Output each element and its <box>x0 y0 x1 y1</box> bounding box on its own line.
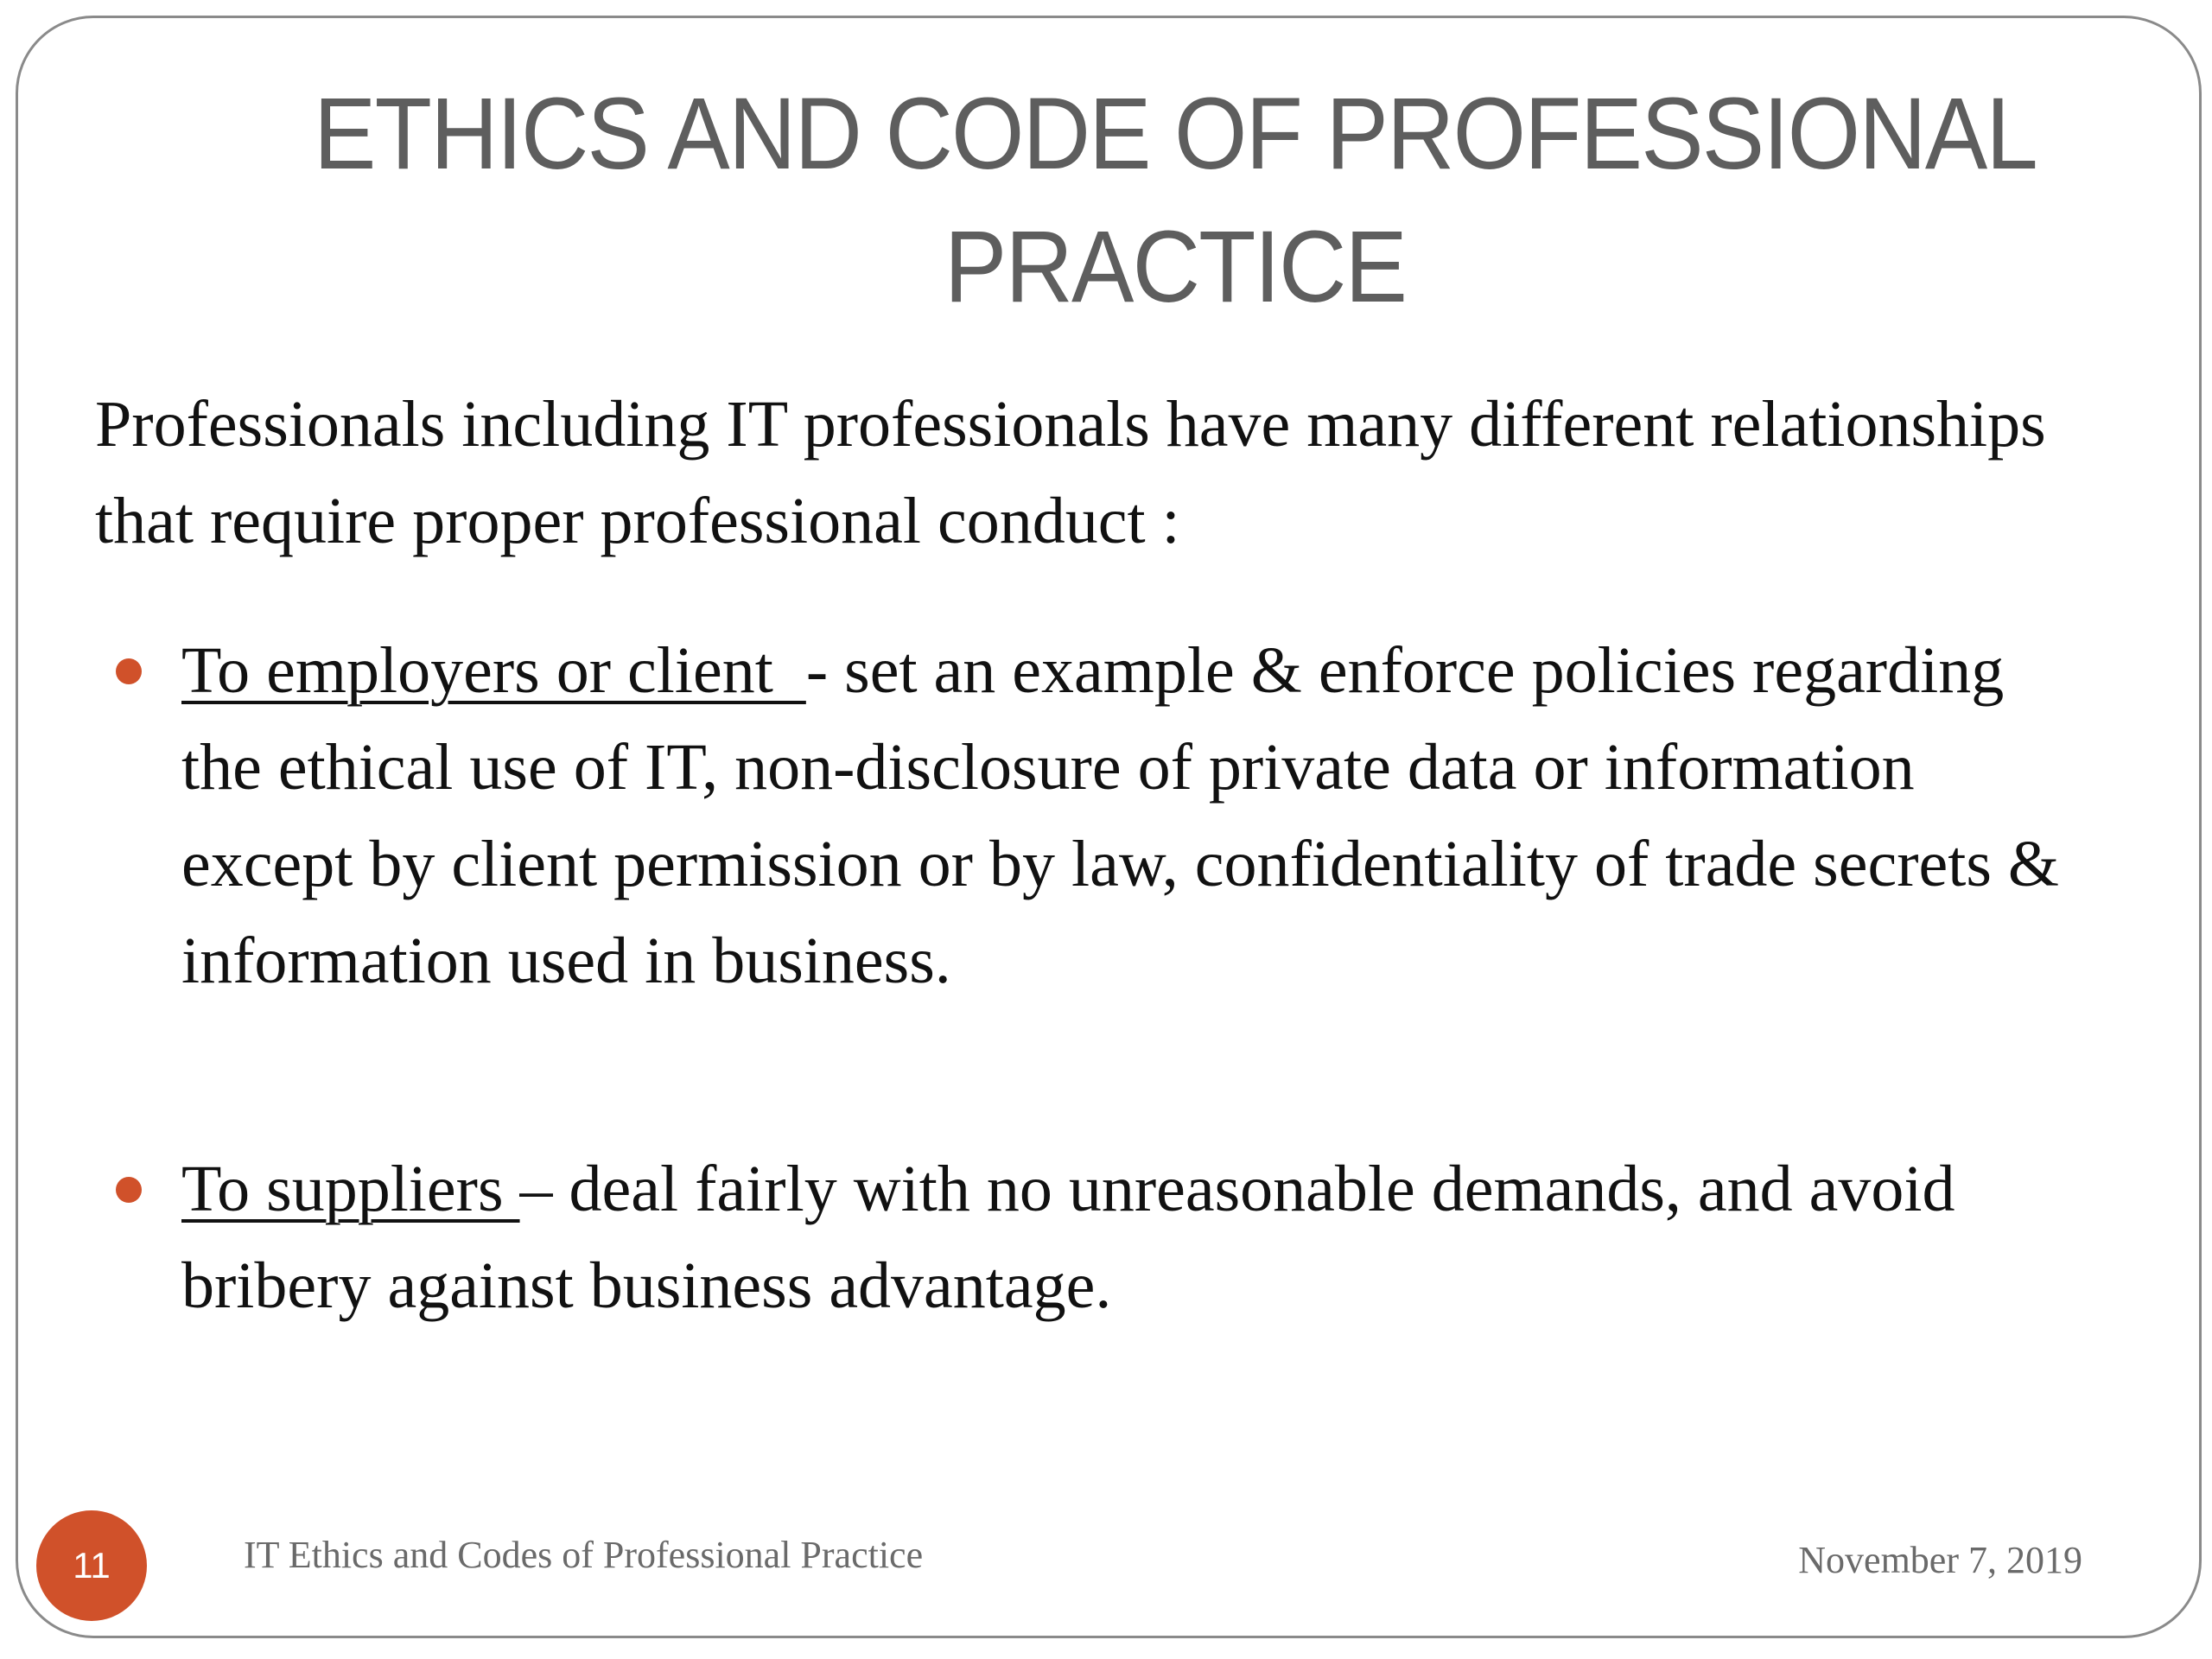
slide-title <box>285 67 2066 334</box>
bullet-lead-employers: To employers or client <box>181 634 806 707</box>
bullet-dot-icon <box>116 1177 142 1203</box>
intro-paragraph: Professionals including IT professionals have many different relationships that require proper professional conduct : <box>95 388 2046 557</box>
bullet-item-suppliers <box>181 1141 2100 1334</box>
slide-title-line-1: ETHICS AND CODE OF PROFESSIONAL <box>314 77 2037 191</box>
bullet-text-employers: - set an example & enforce policies regarding the ethical use of IT, non-disclosure of private data or information except by client permission or by law, confidentiality of trade secrets & information used in business. <box>181 634 2060 997</box>
footer-date: November 7, 2019 <box>1798 1539 2082 1581</box>
bullet-dot-icon <box>116 658 142 684</box>
footer-presentation-title: IT Ethics and Codes of Professional Practice <box>244 1534 924 1576</box>
bullet-lead-suppliers: To suppliers <box>181 1153 520 1225</box>
slide-number-badge: 11 <box>36 1510 147 1621</box>
bullet-text-suppliers: – deal fairly with no unreasonable demands, and avoid bribery against business advantage. <box>181 1153 1955 1322</box>
bullet-item-employers <box>181 622 2100 1009</box>
slide-title-line-2: PRACTICE <box>944 210 1407 324</box>
